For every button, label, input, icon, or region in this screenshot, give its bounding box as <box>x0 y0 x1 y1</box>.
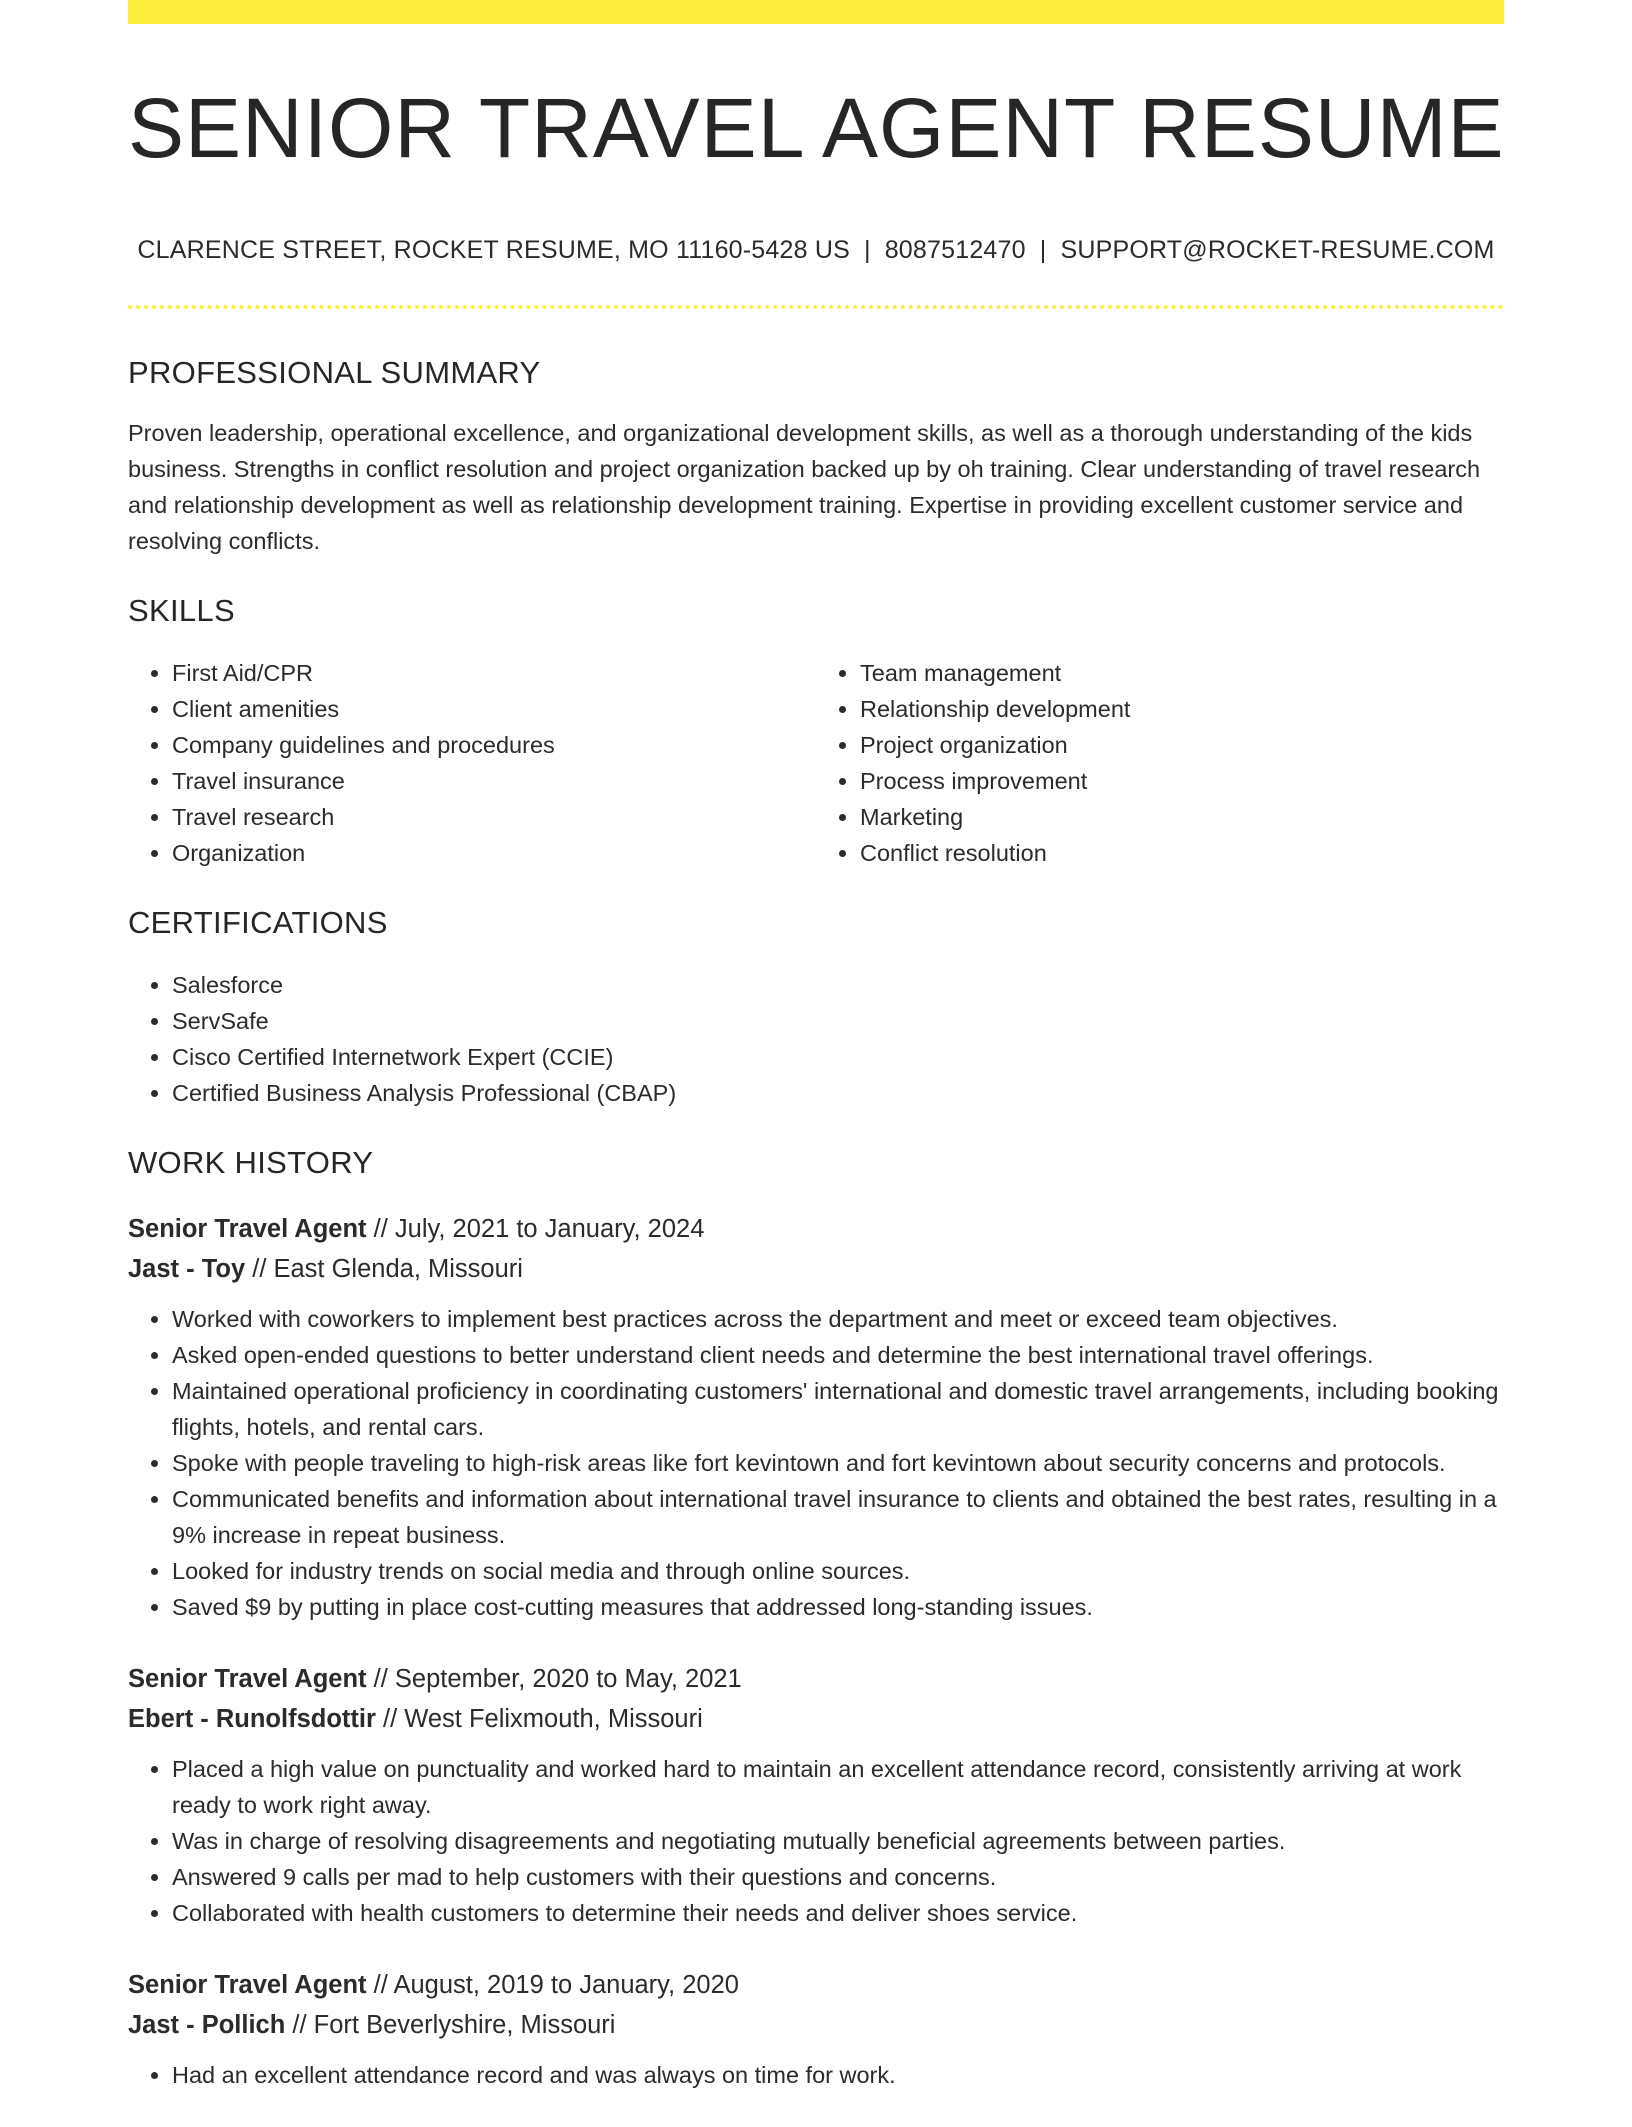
contact-phone: 8087512470 <box>884 236 1026 265</box>
skill-item: • Organization <box>172 835 816 871</box>
skill-item: • Travel insurance <box>172 763 816 799</box>
job-bullets <box>128 1751 1504 1931</box>
dotted-divider <box>128 305 1504 309</box>
certification-item: • ServSafe <box>172 1003 1504 1039</box>
job-title-line <box>128 1965 1504 2005</box>
skill-item: • Conflict resolution <box>860 835 1504 871</box>
job-entry <box>128 1965 1504 2093</box>
certification-item: • Cisco Certified Internetwork Expert (CCIE) <box>172 1039 1504 1075</box>
skills-list-left <box>128 655 816 871</box>
skills-columns <box>128 655 1504 871</box>
job-bullet: • Collaborated with health customers to determine their needs and deliver shoes service. <box>172 1895 1504 1931</box>
skill-item: • Process improvement <box>860 763 1504 799</box>
job-bullet: • Looked for industry trends on social media and through online sources. <box>172 1553 1504 1589</box>
certification-item: • Salesforce <box>172 967 1504 1003</box>
certification-item: • Certified Business Analysis Professional (CBAP) <box>172 1075 1504 1111</box>
job-company-line <box>128 2005 1504 2045</box>
job-bullets <box>128 2057 1504 2093</box>
top-accent-bar <box>128 0 1504 24</box>
job-bullet: • Was in charge of resolving disagreements and negotiating mutually beneficial agreements between parties. <box>172 1823 1504 1859</box>
job-company-line <box>128 1249 1504 1289</box>
contact-email: SUPPORT@ROCKET-RESUME.COM <box>1060 236 1495 265</box>
job-dates: // July, 2021 to January, 2024 <box>373 1215 705 1244</box>
skill-item: • Team management <box>860 655 1504 691</box>
job-bullet: • Asked open-ended questions to better understand client needs and determine the best international travel offerings. <box>172 1337 1504 1373</box>
job-location: // East Glenda, Missouri <box>252 1255 523 1284</box>
job-company: Jast - Toy <box>128 1255 246 1284</box>
skill-item: • Company guidelines and procedures <box>172 727 816 763</box>
job-bullet: • Maintained operational proficiency in coordinating customers' international and domestic travel arrangements, including booking flights, hotels, and rental cars. <box>172 1373 1504 1445</box>
contact-separator: | <box>864 236 871 265</box>
job-company: Ebert - Runolfsdottir <box>128 1705 376 1734</box>
job-bullet: • Placed a high value on punctuality and worked hard to maintain an excellent attendance record, consistently arriving at work ready to work right away. <box>172 1751 1504 1823</box>
skill-item: • Project organization <box>860 727 1504 763</box>
contact-line <box>128 236 1504 265</box>
job-title: Senior Travel Agent <box>128 1215 367 1244</box>
job-dates: // August, 2019 to January, 2020 <box>373 1971 739 2000</box>
skills-heading: SKILLS <box>128 593 235 629</box>
skills-list-right <box>816 655 1504 871</box>
certifications-heading: CERTIFICATIONS <box>128 905 388 941</box>
job-bullet: • Spoke with people traveling to high-risk areas like fort kevintown and fort kevintown about security concerns and protocols. <box>172 1445 1504 1481</box>
job-title: Senior Travel Agent <box>128 1665 367 1694</box>
job-title-line <box>128 1659 1504 1699</box>
work-history-heading: WORK HISTORY <box>128 1145 374 1181</box>
job-entry <box>128 1209 1504 1625</box>
job-entry <box>128 1659 1504 1931</box>
job-dates: // September, 2020 to May, 2021 <box>373 1665 742 1694</box>
job-company: Jast - Pollich <box>128 2011 286 2040</box>
skill-item: • Client amenities <box>172 691 816 727</box>
summary-text: Proven leadership, operational excellence, and organizational development skills, as well as a thorough understanding of the kids business. Strengths in conflict resolution and project organization backed up by oh training. Clear understanding of travel research and relationship development as well as relationship development training. Expertise in providing excellent customer service and resolving conflicts. <box>128 420 1481 555</box>
skill-item: • Travel research <box>172 799 816 835</box>
job-bullet: • Answered 9 calls per mad to help customers with their questions and concerns. <box>172 1859 1504 1895</box>
resume-page <box>128 0 1504 2127</box>
job-title-line <box>128 1209 1504 1249</box>
certifications-list <box>128 967 1504 1111</box>
contact-address: CLARENCE STREET, ROCKET RESUME, MO 11160-5428 US <box>137 236 850 265</box>
resume-title: SENIOR TRAVEL AGENT RESUME <box>128 81 1505 175</box>
skill-item: • Marketing <box>860 799 1504 835</box>
skill-item: • First Aid/CPR <box>172 655 816 691</box>
job-bullet: • Communicated benefits and information about international travel insurance to clients and obtained the best rates, resulting in a 9% increase in repeat business. <box>172 1481 1504 1553</box>
job-location: // Fort Beverlyshire, Missouri <box>292 2011 616 2040</box>
skill-item: • Relationship development <box>860 691 1504 727</box>
job-title: Senior Travel Agent <box>128 1971 367 2000</box>
job-bullet: • Saved $9 by putting in place cost-cutting measures that addressed long-standing issues. <box>172 1589 1504 1625</box>
job-bullet: • Had an excellent attendance record and was always on time for work. <box>172 2057 1504 2093</box>
job-company-line <box>128 1699 1504 1739</box>
job-location: // West Felixmouth, Missouri <box>382 1705 703 1734</box>
contact-separator: | <box>1039 236 1047 265</box>
job-bullets <box>128 1301 1504 1625</box>
summary-heading: PROFESSIONAL SUMMARY <box>128 355 541 391</box>
job-bullet: • Worked with coworkers to implement best practices across the department and meet or exceed team objectives. <box>172 1301 1504 1337</box>
